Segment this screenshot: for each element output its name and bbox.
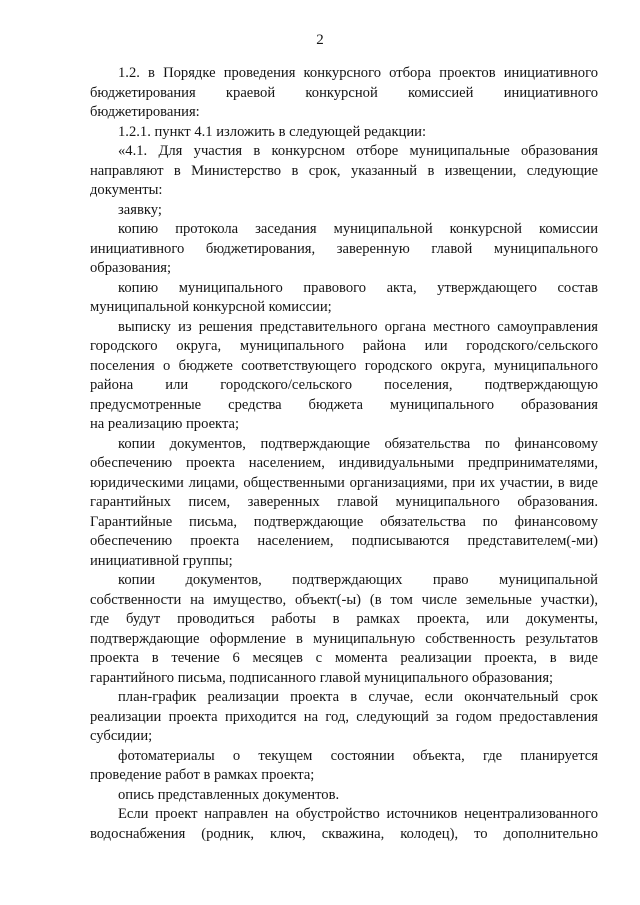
text-line: копию муниципального правового акта, утверждающего состав xyxy=(118,279,598,296)
text-line: водоснабжения (родник, ключ, скважина, колодец), то дополнительно xyxy=(90,825,598,842)
page-number: 2 xyxy=(316,32,324,48)
text-line: 1.2. в Порядке проведения конкурсного отбора проектов инициативного xyxy=(118,65,598,81)
text-line: района или городского/сельского поселения, подтверждающую xyxy=(90,377,598,393)
text-line: 1.2.1. пункт 4.1 изложить в следующей редакции: xyxy=(118,123,427,140)
text-line: Если проект направлен на обустройство источников нецентрализованного xyxy=(118,806,598,822)
text-line: заявку; xyxy=(118,201,162,218)
text-line: копии документов, подтверждающие обязательства по финансовому xyxy=(118,435,598,452)
text-line: городского округа, муниципального района или городского/сельского xyxy=(90,338,598,354)
text-line: план-график реализации проекта в случае, если окончательный срок xyxy=(118,689,598,705)
document-body xyxy=(90,64,598,844)
text-line: обеспечению проекта населением, подписываются представителем(-ми) xyxy=(90,533,598,549)
text-line: Гарантийные письма, подтверждающие обязательства по финансовому xyxy=(90,513,598,530)
text-line: реализации проекта приходится на год, следующий за годом предоставления xyxy=(90,708,598,725)
text-line: гарантийных писем, заверенных главой муниципального образования. xyxy=(90,494,598,510)
text-line: проекта в течение 6 месяцев с момента реализации проекта, в виде xyxy=(90,650,598,666)
text-line: копию протокола заседания муниципальной конкурсной комиссии xyxy=(118,221,598,237)
text-line: обеспечению проекта населением, индивидуальными предпринимателями, xyxy=(90,455,598,471)
text-line: на реализацию проекта; xyxy=(90,416,240,432)
text-line: опись представленных документов. xyxy=(118,786,340,803)
text-line: предусмотренные средства бюджета муниципального образования xyxy=(90,396,598,413)
text-line: где будут проводиться работы в рамках проекта, или документы, xyxy=(90,611,598,627)
text-line: бюджетирования краевой конкурсной комиссией инициативного xyxy=(90,84,598,101)
text-line: собственности на имущество, объект(-ы) (в том числе земельные участки), xyxy=(90,591,598,608)
text-line: бюджетирования: xyxy=(90,104,200,120)
text-line: фотоматериалы о текущем состоянии объекта, где планируется xyxy=(118,747,598,764)
text-line: муниципальной конкурсной комиссии; xyxy=(90,299,332,315)
text-line: инициативного бюджетирования, заверенную главой муниципального xyxy=(90,240,598,257)
text-line: направляют в Министерство в срок, указанный в извещении, следующие xyxy=(90,162,598,179)
text-line: документы: xyxy=(90,182,163,198)
text-line: подтверждающие оформление в муниципальную собственность результатов xyxy=(90,630,598,647)
text-line: поселения о бюджете соответствующего городского округа, муниципального xyxy=(90,357,598,374)
text-line: субсидии; xyxy=(90,728,153,744)
text-line: инициативной группы; xyxy=(90,552,233,569)
text-line: выписку из решения представительного органа местного самоуправления xyxy=(118,318,598,335)
text-line: гарантийного письма, подписанного главой муниципального образования; xyxy=(90,669,554,686)
text-line: копии документов, подтверждающих право муниципальной xyxy=(118,572,598,588)
text-line: образования; xyxy=(90,260,172,276)
text-line: юридическими лицами, общественными организациями, при их участии, в виде xyxy=(90,474,598,491)
text-line: проведение работ в рамках проекта; xyxy=(90,767,315,783)
text-line: «4.1. Для участия в конкурсном отборе муниципальные образования xyxy=(118,143,598,159)
